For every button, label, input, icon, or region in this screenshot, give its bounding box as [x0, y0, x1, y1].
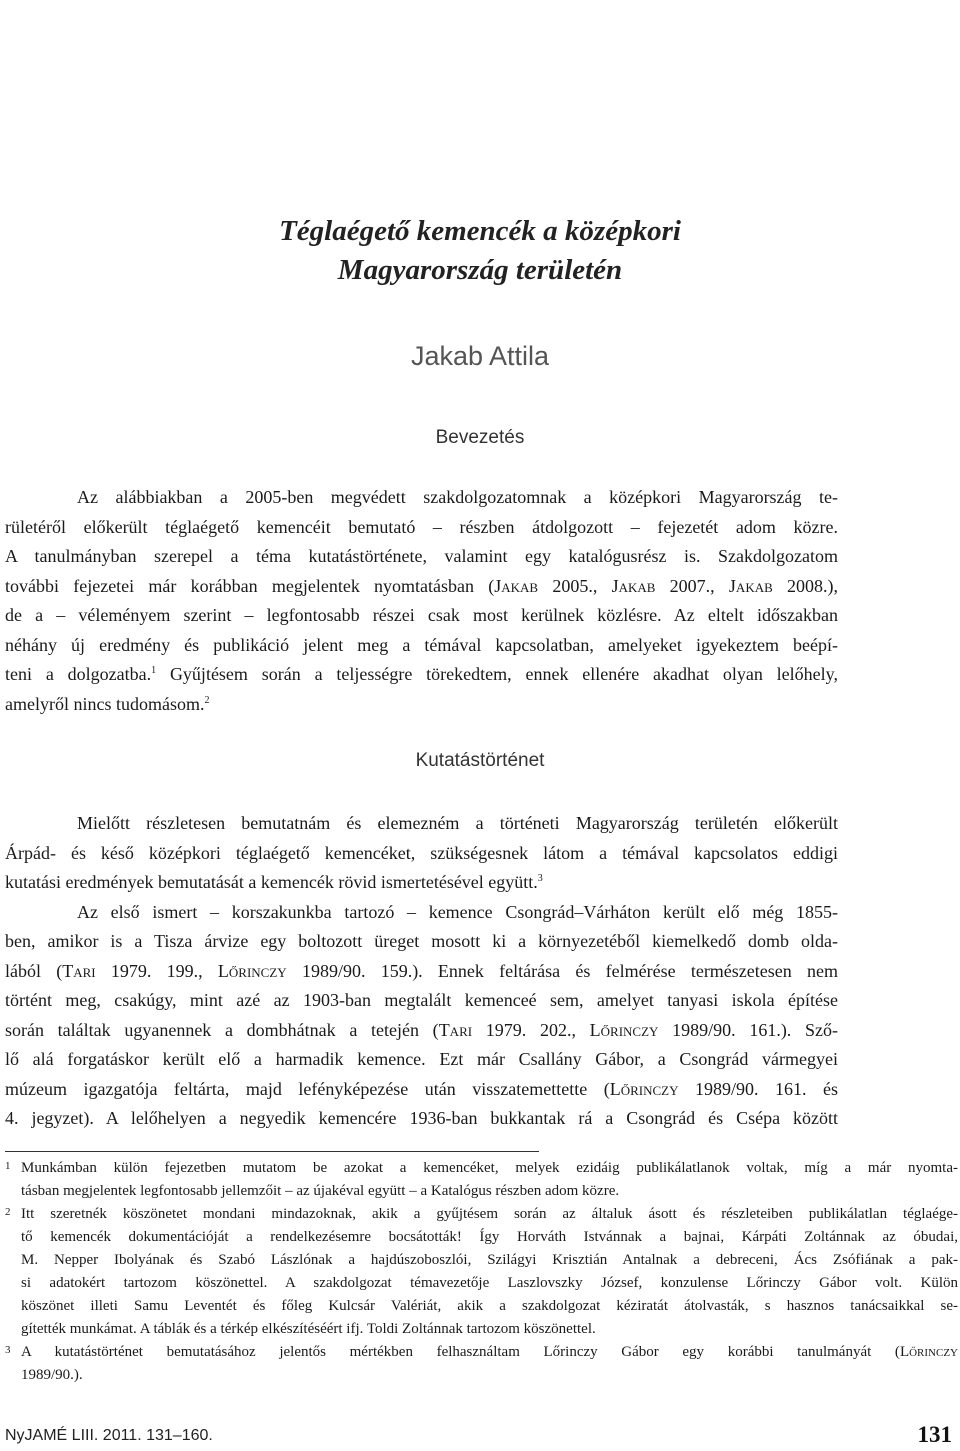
introduction-paragraph	[5, 483, 838, 719]
article-title	[0, 212, 960, 290]
footnote-3	[5, 1341, 958, 1387]
text-line: 4. jegyzet). A lelőhelyen a negyedik kemencére 1936-ban bukkantak rá a Csongrád és Csépa között	[5, 1108, 838, 1128]
author-name: Jakab Attila	[410, 341, 550, 371]
footnote-1	[5, 1157, 958, 1203]
footnote-line: Munkámban külön fejezetben mutatom be azokat a kemencéket, melyek ezidáig publikálatlanok voltak, míg a már nyomta-	[21, 1160, 958, 1176]
text-line: történt meg, csakúgy, mint azé az 1903-ban megtalált kemenceé sem, amelyet tanyasi iskola építése	[5, 990, 838, 1010]
text-line: Az alábbiakban a 2005-ben megvédett szakdolgozatomnak a középkori Magyarország te-	[77, 487, 838, 507]
footnote-line: gítették munkámat. A táblák és a térkép elkészítéséért ifj. Toldi Zoltánnak tartozom köszönettel.	[21, 1321, 596, 1337]
text-line: múzeum igazgatója feltárta, majd lefényképezése után visszatemettette (Lőrinczy 1989/90. 161. és	[5, 1078, 838, 1099]
citation-author: Jakab	[611, 575, 656, 596]
title-line-1: Téglaégető kemencék a középkori	[279, 215, 681, 247]
text-line: Mielőtt részletesen bemutatnám és elemezném a történeti Magyarország területén előkerült	[77, 813, 838, 833]
footnote-separator	[5, 1151, 539, 1152]
footnote-2	[5, 1203, 958, 1341]
footnote-line: si adatokért tartozom köszönettel. A szakdolgozat témavezetője Laszlovszky József, konzulense Lőrinczy Gábor volt. Külön	[21, 1275, 958, 1291]
text-line: ben, amikor is a Tisza árvize egy boltozott üreget mosott ki a környezetéből kiemelkedő domb olda-	[5, 931, 838, 951]
text-line: Az első ismert – korszakunkba tartozó – kemence Csongrád–Várháton került elő még 1855-	[77, 901, 838, 922]
footnote-line: Itt szeretnék köszönetet mondani mindazoknak, akik a gyűjtésem során az általuk ásott és részleteiben publikálatlan téglaége-	[21, 1206, 958, 1222]
text-line: de a – véleményem szerint – legfontosabb részei csak most kerülnek közlésre. Az eltelt időszakban	[5, 605, 838, 625]
section-heading-research-history: Kutatástörténet	[415, 750, 545, 771]
text-line: további fejezetei már korábban megjelentek nyomtatásban (Jakab 2005., Jakab 2007., Jakab 2008.),	[5, 575, 838, 596]
footnotes	[5, 1157, 958, 1387]
page-number: 131	[917, 1422, 952, 1447]
footnote-number: 2	[5, 1206, 11, 1218]
text-line: Árpád- és késő középkori téglaégető kemencéket, szükségesnek látom a témával kapcsolatos eddigi	[5, 842, 838, 863]
footnote-line: tő kemencék dokumentációját a rendelkezésemre bocsátották! Így Horváth Istvánnak a bajnai, Kárpáti Zoltánnak az óbudai,	[21, 1229, 958, 1245]
text-line: amelyről nincs tudomásom.$^2$	[5, 693, 210, 714]
text-line: során találtak ugyanennek a dombhátnak a tetején (Tari 1979. 202., Lőrinczy 1989/90. 161.). Sző-	[5, 1019, 838, 1040]
footnote-ref-3[interactable]: 3	[537, 873, 543, 884]
text-line: A tanulmányban szerepel a téma kutatástörténete, valamint egy katalógusrész is. Szakdolgozatom	[5, 546, 838, 566]
citation-author: Jakab	[728, 575, 773, 596]
text-line: rületéről előkerült téglaégető kemencéit bemutató – részben átdolgozott – fejezetét adom közre.	[5, 516, 838, 537]
research-history-text	[5, 809, 838, 1134]
footnote-line: tásban megjelentek legfontosabb jellemzőit – az újakéval együtt – a Katalógus részben adom közre.	[21, 1183, 620, 1199]
text-line: teni a dolgozatba.$^1$ Gyűjtésem során a teljességre törekedtem, ennek ellenére akadhat olyan lelőhely,	[5, 664, 838, 684]
title-line-2: Magyarország területén	[337, 254, 623, 286]
footnote-line: 1989/90.).	[21, 1367, 83, 1383]
footnote-line: M. Nepper Ibolyának és Szabó Lászlónak a hajdúszoboszlói, Szilágyi Krisztián Antalnak a debreceni, Ács Zsófiának a pak-	[21, 1252, 958, 1268]
footnote-number: 3	[5, 1344, 11, 1356]
text-line: néhány új eredmény és publikáció jelent meg a témával kapcsolatban, amelyeket igyekeztem beépí-	[5, 634, 838, 655]
citation-author: Lőrinczy	[217, 960, 287, 981]
footnote-ref-1[interactable]: 1	[151, 665, 157, 676]
text-line: lából (Tari 1979. 199., Lőrinczy 1989/90. 159.). Ennek feltárása és felmérése természetesen nem	[5, 960, 839, 981]
footnote-line: A kutatástörténet bemutatásához jelentős mértékben felhasználtam Lőrinczy Gábor egy korábbi tanulmányát (Lőrinczy	[21, 1344, 958, 1360]
citation-author: Lőrinczy	[609, 1078, 679, 1099]
footnote-ref-2[interactable]: 2	[204, 694, 210, 706]
citation-author: Lőrinczy	[899, 1344, 958, 1360]
footnote-number: 1	[5, 1160, 11, 1172]
journal-citation: NyJAMÉ LIII. 2011. 131–160.	[5, 1427, 213, 1444]
footnote-line: köszönet illeti Samu Leventét és főleg Kulcsár Valériát, akik a szakdolgozat kéziratát átolvasták, s hasznos tanácsaikkal se-	[21, 1298, 958, 1314]
citation-author: Lőrinczy	[589, 1019, 659, 1040]
citation-author: Tari	[438, 1019, 473, 1040]
text-line: kutatási eredmények bemutatását a kemencék rövid ismertetésével együtt.$^3$	[5, 872, 543, 892]
text-line: lő alá forgatáskor került elő a harmadik kemence. Ezt már Csallány Gábor, a Csongrád vármegyei	[5, 1049, 838, 1069]
citation-author: Tari	[62, 960, 96, 981]
section-heading-introduction: Bevezetés	[435, 427, 525, 448]
citation-author: Jakab	[494, 575, 539, 596]
